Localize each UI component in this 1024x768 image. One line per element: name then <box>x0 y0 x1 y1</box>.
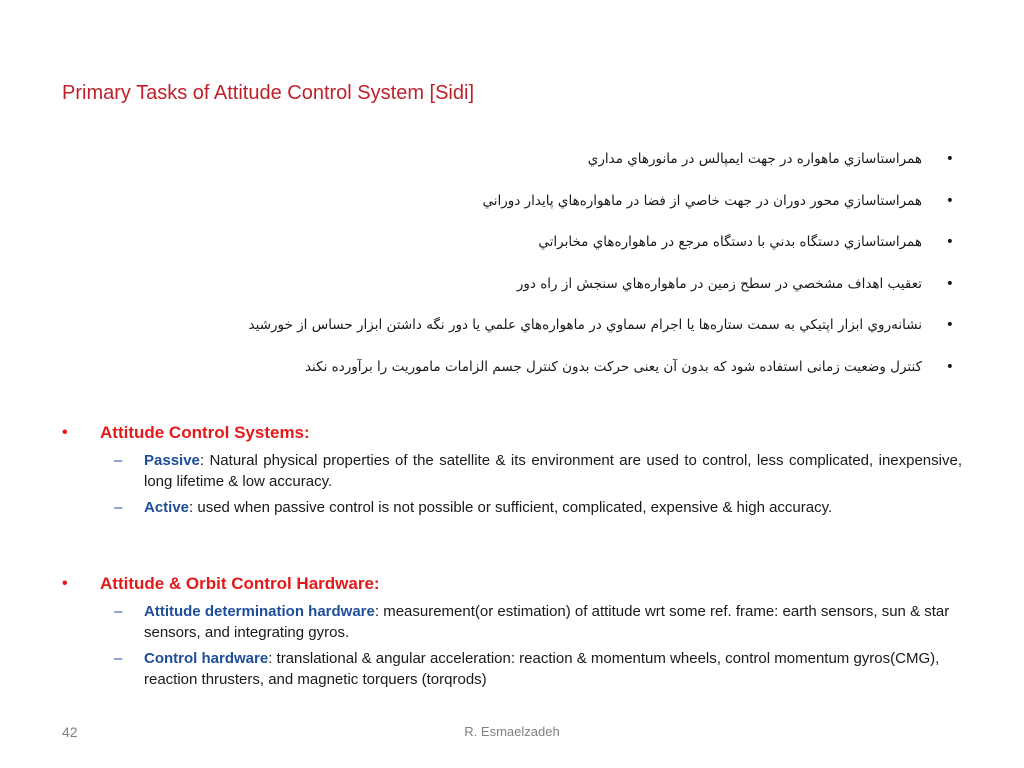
list-item-text: تعقيب اهداف مشخصي در سطح زمين در ماهواره‌هاي سنجش از راه دور <box>516 275 922 292</box>
active-description: : used when passive control is not possible or sufficient, complicated, expensive & high accuracy. <box>189 499 833 516</box>
page-number: 42 <box>62 724 78 740</box>
section-heading <box>62 572 962 596</box>
slide-title: Primary Tasks of Attitude Control System [Sidi] <box>62 82 475 104</box>
section-heading-text: Attitude Control Systems: <box>100 423 310 442</box>
control-hardware-item <box>62 648 962 690</box>
passive-term: Passive <box>144 452 200 469</box>
passive-description: : Natural physical properties of the satellite & its environment are used to control, less complicated, inexpensive, long lifetime & low accuracy. <box>144 452 962 490</box>
list-item-text: همراستاسازي دستگاه بدني با دستگاه مرجع در ماهواره‌هاي مخابراتي <box>538 234 922 250</box>
bullet-icon: • <box>945 317 954 333</box>
section-heading <box>62 421 962 445</box>
attitude-control-systems-section <box>62 421 962 518</box>
dash-icon: – <box>114 603 123 620</box>
list-item-text: نشانه‌روي ابزار اپتيكي به سمت ستاره‌ها يا اجرام سماوي در ماهواره‌هاي علمي يا دور نگه داشتن ابزار حساس از خورشيد <box>248 317 922 333</box>
determination-hardware-description: : measurement(or estimation) of attitude wrt some ref. frame: earth sensors, sun & star sensors, and integrating gyros. <box>144 603 950 641</box>
section-heading-text: Attitude & Orbit Control Hardware: <box>100 574 380 593</box>
dash-icon: – <box>114 452 123 469</box>
bullet-icon: • <box>945 358 954 375</box>
control-hardware-term: Control hardware <box>144 650 269 667</box>
list-item <box>120 146 962 188</box>
dash-icon: – <box>114 650 123 667</box>
bullet-icon: • <box>62 575 68 592</box>
determination-hardware-item <box>62 601 962 643</box>
list-item <box>120 354 962 396</box>
bullet-icon: • <box>945 234 954 250</box>
bullet-icon: • <box>945 192 954 209</box>
list-item-text: کنترل وضعیت زمانی استفاده شود که بدون آن یعنی حرکت بدون کنترل جسم الزامات ماموریت را برآورده نکند <box>304 358 922 375</box>
hardware-section <box>62 572 962 690</box>
persian-task-list <box>120 146 962 395</box>
list-item <box>120 229 962 271</box>
active-item <box>62 497 962 518</box>
footer-author: R. Esmaelzadeh <box>464 724 560 739</box>
dash-icon: – <box>114 499 123 516</box>
control-hardware-description: : translational & angular acceleration: reaction & momentum wheels, control momentum gyros(CMG), reaction thrusters, and magnetic torquers (torqrods) <box>144 650 940 688</box>
bullet-icon: • <box>62 424 68 441</box>
list-item <box>120 312 962 354</box>
bullet-icon: • <box>945 275 954 292</box>
passive-item <box>62 450 962 492</box>
list-item <box>120 271 962 313</box>
bullet-icon: • <box>945 151 954 167</box>
active-term: Active <box>144 499 190 516</box>
list-item-text: همراستاسازي محور دوران در جهت خاصي از فضا در ماهواره‌هاي پايدار دوراني <box>482 192 922 209</box>
determination-hardware-term: Attitude determination hardware <box>144 603 375 620</box>
list-item <box>120 188 962 230</box>
list-item-text: همراستاسازي ماهواره در جهت ايمپالس در مانورهاي مداري <box>587 151 922 167</box>
